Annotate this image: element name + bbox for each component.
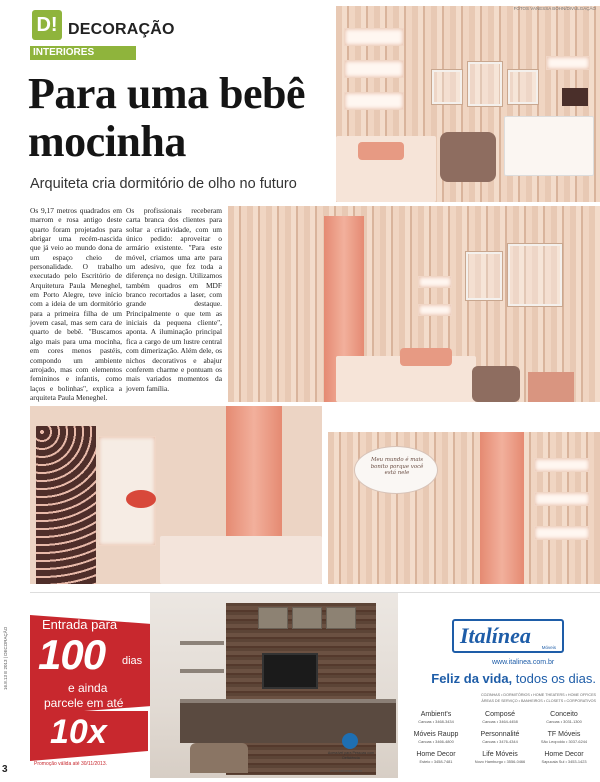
wall-niche [534,526,590,540]
accessibility-icon [342,733,358,749]
wall-plaque [354,446,438,494]
tv-screen [562,88,588,106]
wall-frame-initials [508,244,562,306]
brand-logo[interactable] [452,619,564,653]
upper-cabinet [292,607,322,629]
wall-frame [432,70,462,104]
wall-frame [466,252,502,300]
store-item: TF Móveis São Leopoldo • 3037-6244 [540,731,588,744]
advertisement[interactable] [30,592,600,777]
store-item: Ambient's Canoas • 3468-3434 [418,711,454,724]
wall-niche [534,492,590,506]
product-categories [404,692,596,704]
wall-shelf [180,641,224,645]
wall-niche [344,60,404,78]
curtain [480,432,524,584]
promo-installments: 10x [50,713,107,751]
console [180,703,396,743]
page-number: 3 [2,764,8,775]
brand-url[interactable]: www.italinea.com.br [492,659,555,666]
wall-shelf [180,669,224,673]
armchair [472,366,520,402]
brand-subtitle: Móveis [541,645,556,650]
edition-info: 16.8.13 E 2013 | DECORAÇÃO [3,626,8,690]
wall-niche [344,28,404,46]
upper-cabinet [326,607,356,629]
section-logo: D! [32,10,62,40]
photo-closet-curtain [30,406,322,584]
slogan [414,671,596,686]
article-column-1: Os 9,17 metros quadrados em marrom e rosa antigo deste quarto foram projetados para abrigar uma recém-nascida que já veio ao mundo dona de um espaço cheio de personalidade. O trabalho executado pelo Escritório de Arquitetura Paula Meneghel, em Porto Alegre, teve início com a ideia de um dormitório para a primeira filha de um jovem casal, mas sem cara de quarto de bebê. "Buscamos algo mais para uma mocinha, em cores menos pastéis, compondo um ambiente arrojado, mas com elementos femininos e infantis, como laços e bolinhas", explica a arquiteta Paula Meneghel. [30,206,122,402]
armchair [440,132,496,182]
promo-parcele: parcele em até [44,696,124,710]
upper-cabinet [258,607,288,629]
store-item: Home Decor Esteio • 3458-7481 [416,751,456,764]
plaque-text: Meu mundo é mais bonito porque você está nele [370,457,424,476]
headline: Para uma bebê mocinha [28,69,306,166]
photo-plaque-wall [328,432,600,584]
closet-door [36,426,96,584]
accessibility-url[interactable]: www.italinea.com.br [330,769,362,773]
store-item: Móveis Raupp Canoas • 3466-4800 [413,731,459,744]
store-item: Personnalité Canoas • 3476-4344 [480,731,520,744]
wall-niche [418,304,452,316]
accessibility-caption: Acessível para Pessoas com Deficiência [327,751,375,760]
promo-days-label: dias [122,655,143,667]
store-item: Life Móveis Novo Hamburgo • 3556-0466 [474,751,526,764]
subtitle: Arquiteta cria dormitório de olho no futuro [30,176,297,192]
wall-frame [508,70,538,104]
wall-frame-initials [468,62,502,106]
photo-credit: FOTOS VANESSA BOHN/DIVULGAÇÃO [513,6,596,11]
store-item: Composé Canoas • 3464-4458 [482,711,518,724]
section-title: DECORAÇÃO [68,21,175,38]
wall-niche [546,56,590,70]
wall-niche [344,92,404,110]
bow-sticker [126,490,156,508]
wall-niche [418,276,452,288]
categories-line-2: ÁREAS DE SERVIÇO • BANHEIROS • CLOSETS • CORPORATIVOS [481,699,596,703]
headboard [160,536,322,584]
store-item: Conceito Canoas • 3031-1300 [546,711,582,724]
chair [190,743,248,773]
promo-note: Promoção válida até 30/11/2013. [34,761,108,767]
promo-days-number: 100 [38,631,106,678]
slogan-rest: todos os dias. [512,671,596,686]
store-item: Home Decor Sapucaia Sul • 3453-1423 [541,751,587,764]
promo-entrada: Entrada para [42,617,118,632]
category-tag: INTERIORES [30,46,136,60]
article-column-2: Os profissionais receberam carta branca dos clientes para soltar a criatividade, com um único pedido: aproveitar o armário existente. "Para este móvel, criamos uma arte para um adesivo, que fez toda a diferença no design. Utilizamos também quadros em MDF branco recortados a laser, com grande destaque. Principalmente o que tem as iniciais da pequena cliente", aponta. A iluminação principal fica a cargo de um lustre central com dimerização. Além dele, os nichos decorativos e abajur conferem charme e pontuam os mais variados momentos da jovem família. [126,206,222,393]
side-table [528,372,574,402]
photo-bedroom-bed [228,206,600,402]
wall-niche [534,458,590,472]
pillow [358,142,404,160]
pillow [400,348,452,366]
photo-bedroom-overview [336,6,600,202]
promo-e-ainda: e ainda [68,681,108,695]
slogan-bold: Feliz da vida, [431,671,513,686]
crib [504,116,594,176]
categories-line-1: COZINHAS • DORMITÓRIOS • HOME THEATERS • HOME OFFICES [481,693,596,697]
tv [262,653,318,689]
brand-name: Italínea [460,623,531,648]
